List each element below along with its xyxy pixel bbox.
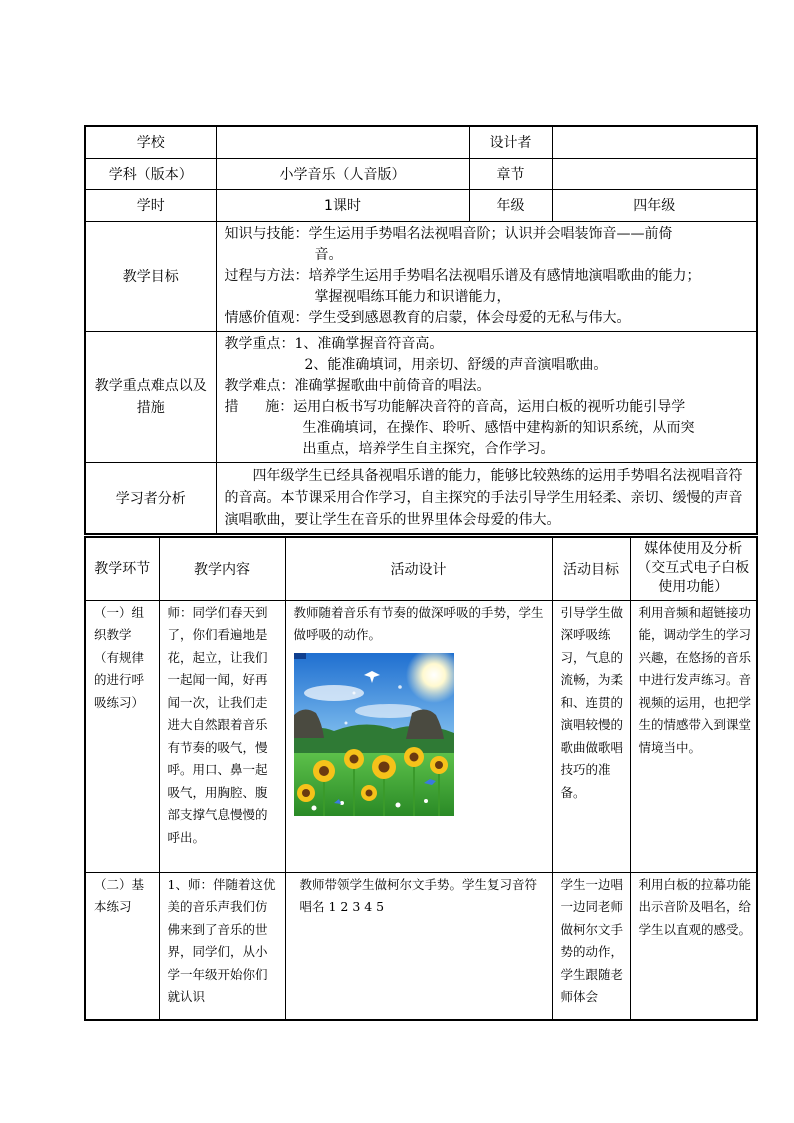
header-media: 媒体使用及分析（交互式电子白板使用功能） <box>630 537 757 600</box>
row2-stage: （二）基本练习 <box>85 872 159 1020</box>
row1-stage: （一）组织教学（有规律的进行呼吸练习） <box>85 600 159 872</box>
process-row-organize <box>85 600 757 872</box>
row1-goal: 引导学生做深呼吸练习，气息的流畅，为柔和、连贯的演唱较慢的歌曲做歌唱技巧的准备。 <box>552 600 630 872</box>
header-design: 活动设计 <box>285 537 552 600</box>
row1-media: 利用音频和超链接功能，调动学生的学习兴趣，在悠扬的音乐中进行发声练习。音视频的运用，也把学生的情感带入到课堂情境当中。 <box>630 600 757 872</box>
chapter-label: 章节 <box>469 158 552 189</box>
keypoints-line: 出重点，培养学生自主探究，合作学习。 <box>302 440 555 457</box>
designer-value <box>552 126 757 158</box>
subject-value: 小学音乐（人音版） <box>216 158 469 189</box>
keypoints-line: 生准确填词，在操作、聆听、感悟中建构新的知识系统，从而突 <box>302 419 695 436</box>
chapter-value <box>552 158 757 189</box>
process-row-basic <box>85 872 757 1020</box>
goals-content <box>216 221 757 331</box>
designer-label: 设计者 <box>469 126 552 158</box>
school-value <box>216 126 469 158</box>
info-row-learner <box>85 462 757 534</box>
sunflower-meadow-image <box>294 653 454 816</box>
goals-line: 掌握视唱练耳能力和识谱能力， <box>314 288 511 305</box>
goals-line: 音。 <box>314 246 343 263</box>
keypoints-line: 教学难点：准确掌握歌曲中前倚音的唱法。 <box>224 377 491 394</box>
goals-line: 情感价值观：学生受到感恩教育的启蒙，体会母爱的无私与伟大。 <box>224 309 631 326</box>
subject-label: 学科（版本） <box>85 158 216 189</box>
row2-design: 教师带领学生做柯尔文手势。学生复习音符唱名 1 2 3 4 5 <box>285 872 552 1020</box>
keypoints-line: 教学重点：1、准确掌握音符音高。 <box>224 335 444 352</box>
row2-goal: 学生一边唱一边同老师做柯尔文手势的动作，学生跟随老师体会 <box>552 872 630 1020</box>
keypoints-content <box>216 331 757 462</box>
goals-line: 知识与技能：学生运用手势唱名法视唱音阶；认识并会唱装饰音——前倚 <box>224 225 673 242</box>
row2-content: 1、师：伴随着这优美的音乐声我们仿佛来到了音乐的世界，同学们，从小学一年级开始你们就认识 <box>159 872 285 1020</box>
course-info-table <box>84 125 758 535</box>
hours-value: 1课时 <box>216 189 469 221</box>
row2-media: 利用白板的拉幕功能出示音阶及唱名，给学生以直观的感受。 <box>630 872 757 1020</box>
header-goal: 活动目标 <box>552 537 630 600</box>
info-row-school <box>85 126 757 158</box>
info-row-hours <box>85 189 757 221</box>
keypoints-label: 教学重点难点以及措施 <box>85 331 216 462</box>
keypoints-line: 措 施：运用白板书写功能解决音符的音高，运用白板的视听功能引导学 <box>224 398 686 415</box>
info-row-keypoints <box>85 331 757 462</box>
teaching-process-table <box>84 536 758 1021</box>
info-row-subject <box>85 158 757 189</box>
row1-content: 师：同学们春天到了，你们看遍地是花，起立，让我们一起闻一闻，好再闻一次，让我们走进大自然跟着音乐有节奏的吸气，慢呼。用口、鼻一起吸气，用胸腔、腹部支撑气息慢慢的呼出。 <box>159 600 285 872</box>
header-content: 教学内容 <box>159 537 285 600</box>
grade-label: 年级 <box>469 189 552 221</box>
process-header-row <box>85 537 757 600</box>
keypoints-line: 2、能准确填词，用亲切、舒缓的声音演唱歌曲。 <box>304 356 608 373</box>
info-row-goals <box>85 221 757 331</box>
row1-design: 教师随着音乐有节奏的做深呼吸的手势，学生做呼吸的动作。 <box>293 604 544 642</box>
hours-label: 学时 <box>85 189 216 221</box>
learner-content: 四年级学生已经具备视唱乐谱的能力，能够比较熟练的运用手势唱名法视唱音符的音高。本节课采用合作学习，自主探究的手法引导学生用轻柔、亲切、缓慢的声音演唱歌曲，要让学生在音乐的世界里体会母爱的伟大。 <box>216 462 757 534</box>
school-label: 学校 <box>85 126 216 158</box>
goals-label: 教学目标 <box>85 221 216 331</box>
learner-label: 学习者分析 <box>85 462 216 534</box>
grade-value: 四年级 <box>552 189 757 221</box>
row1-design-cell <box>285 600 552 872</box>
goals-line: 过程与方法：培养学生运用手势唱名法视唱乐谱及有感情地演唱歌曲的能力； <box>224 267 701 284</box>
header-stage: 教学环节 <box>85 537 159 600</box>
